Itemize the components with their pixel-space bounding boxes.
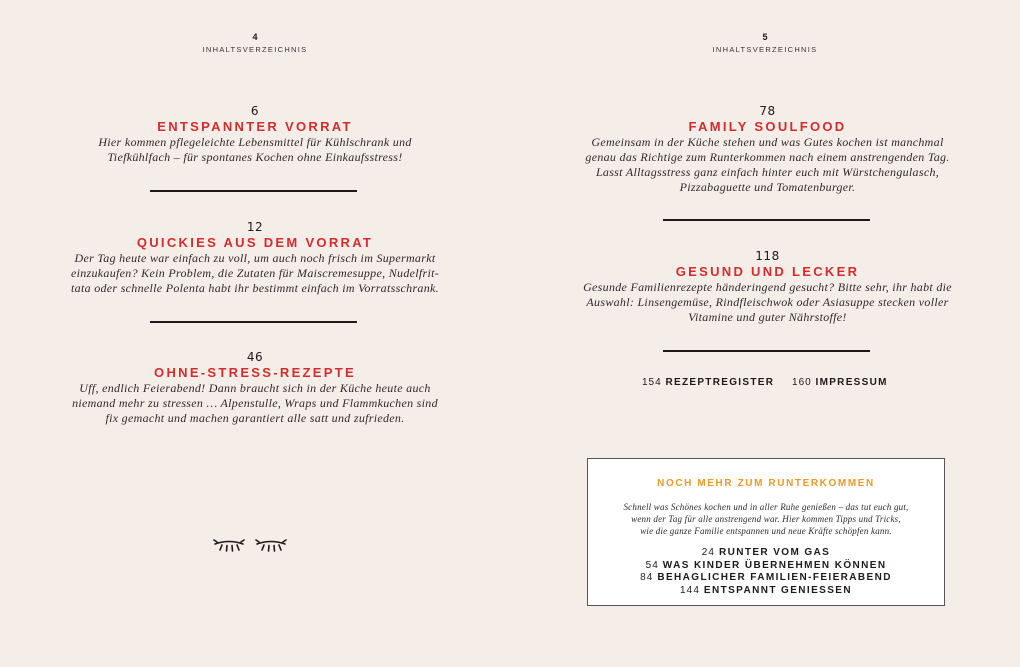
toc-title: RUNTER VOM GAS: [718, 547, 831, 558]
info-box-runterkommen: [587, 458, 945, 606]
toc-description: [545, 135, 990, 195]
toc-title: WAS KINDER ÜBERNEHMEN KÖNNEN: [662, 559, 887, 571]
desc-line: Schnell was Schönes kochen und in aller Ruhe genießen – das tut euch gut,: [623, 502, 909, 512]
folio-label: INHALTSVERZEICHNIS: [712, 45, 818, 54]
desc-line: genau das Richtige zum Runterkommen nach einem anstrengenden Tag.: [585, 150, 950, 164]
toc-page-number: 144: [680, 584, 700, 596]
desc-line: Hier kommen pflegeleichte Lebensmittel für Kühlschrank und: [98, 135, 412, 149]
desc-line: Uff, endlich Feierabend! Dann braucht sich in der Küche heute auch: [79, 381, 431, 395]
toc-title: IMPRESSUM: [815, 377, 888, 388]
right-folio: [510, 31, 1020, 56]
toc-page-number: 118: [755, 249, 780, 263]
divider-rule: [663, 350, 870, 352]
toc-title: BEHAGLICHER FAMILIEN-FEIERABEND: [657, 572, 892, 583]
desc-line: fix gemacht und machen garantiert alle satt und zufrieden.: [105, 411, 405, 425]
desc-line: Tiefkühlfach – für spontanes Kochen ohne Einkaufsstress!: [107, 150, 403, 164]
box-description: [588, 501, 944, 537]
divider-rule: [663, 219, 870, 221]
left-folio: [0, 31, 510, 56]
toc-entry-rezeptregister[interactable]: [642, 376, 774, 390]
toc-entry-impressum[interactable]: [792, 376, 888, 390]
toc-description: [30, 251, 480, 296]
toc-description: [30, 381, 480, 426]
desc-line: Lasst Alltagsstress ganz einfach hinter euch mit Würstchengulasch,: [595, 165, 940, 179]
divider-rule: [150, 321, 357, 323]
box-entry-behaglicher-feierabend[interactable]: [588, 572, 944, 585]
desc-line: Auswahl: Linsengemüse, Rindfleischwok oder Asiasuppe stecken voller: [586, 295, 949, 309]
toc-page-number: 78: [759, 104, 776, 118]
toc-title: FAMILY SOULFOOD: [688, 119, 847, 134]
folio-page-number: 4: [252, 32, 258, 42]
toc-entry-entspannter-vorrat[interactable]: [40, 104, 470, 165]
folio-label: INHALTSVERZEICHNIS: [202, 45, 308, 54]
box-entry-was-kinder-uebernehmen[interactable]: [588, 560, 944, 573]
toc-description: [40, 135, 470, 165]
toc-page-number: 24: [701, 547, 716, 558]
desc-line: niemand mehr zu stressen … Alpenstulle, Wraps und Flammkuchen sind: [72, 396, 438, 410]
desc-line: wie die ganze Familie entspannen und neue Kräfte schöpfen kann.: [640, 526, 892, 536]
box-title: NOCH MEHR ZUM RUNTERKOMMEN: [657, 478, 875, 489]
toc-title: QUICKIES AUS DEM VORRAT: [136, 235, 374, 250]
desc-line: Gemeinsam in der Küche stehen und was Gutes kochen ist manchmal: [591, 135, 944, 149]
toc-page-number: 54: [645, 559, 659, 571]
toc-title: ENTSPANNTER VORRAT: [157, 119, 353, 134]
desc-line: tata oder schnelle Polenta habt ihr bestimmt einfach im Vorratsschrank.: [71, 281, 439, 295]
desc-line: einzukaufen? Kein Problem, die Zutaten für Maiscremesuppe, Nudelfrit-: [70, 266, 440, 280]
folio-page-number: 5: [762, 32, 768, 42]
toc-title: REZEPTREGISTER: [665, 377, 775, 388]
toc-page-number: 154: [642, 377, 662, 388]
toc-page-number: 46: [246, 350, 264, 364]
box-list: [588, 547, 944, 597]
toc-page-number: 12: [246, 220, 264, 234]
extra-entries: [642, 376, 888, 390]
box-entry-runter-vom-gas[interactable]: [588, 547, 944, 560]
toc-page-number: 84: [640, 572, 654, 583]
divider-rule: [150, 190, 357, 192]
toc-description: [545, 280, 990, 325]
desc-line: Der Tag heute war einfach zu voll, um auch noch frisch im Supermarkt: [74, 251, 436, 265]
toc-title: GESUND UND LECKER: [675, 264, 860, 279]
toc-entry-family-soulfood[interactable]: [545, 104, 990, 195]
toc-entry-ohne-stress-rezepte[interactable]: [30, 350, 480, 426]
box-entry-entspannt-geniessen[interactable]: [588, 585, 944, 598]
desc-line: Vitamine und guter Nährstoffe!: [688, 310, 847, 324]
toc-title: ENTSPANNT GENIESSEN: [703, 584, 852, 596]
toc-title: OHNE-STRESS-REZEPTE: [154, 365, 356, 380]
desc-line: wenn der Tag für alle anstrengend war. Hier kommen Tipps und Tricks,: [631, 514, 901, 524]
desc-line: Pizzabaguette und Tomatenburger.: [679, 180, 856, 194]
toc-page-number: 6: [250, 104, 260, 118]
toc-entry-gesund-und-lecker[interactable]: [545, 249, 990, 325]
toc-page-number: 160: [792, 377, 812, 388]
desc-line: Gesunde Familienrezepte händeringend gesucht? Bitte sehr, ihr habt die: [583, 280, 952, 294]
closed-eyes-icon: [213, 538, 293, 554]
toc-entry-quickies-aus-dem-vorrat[interactable]: [30, 220, 480, 296]
